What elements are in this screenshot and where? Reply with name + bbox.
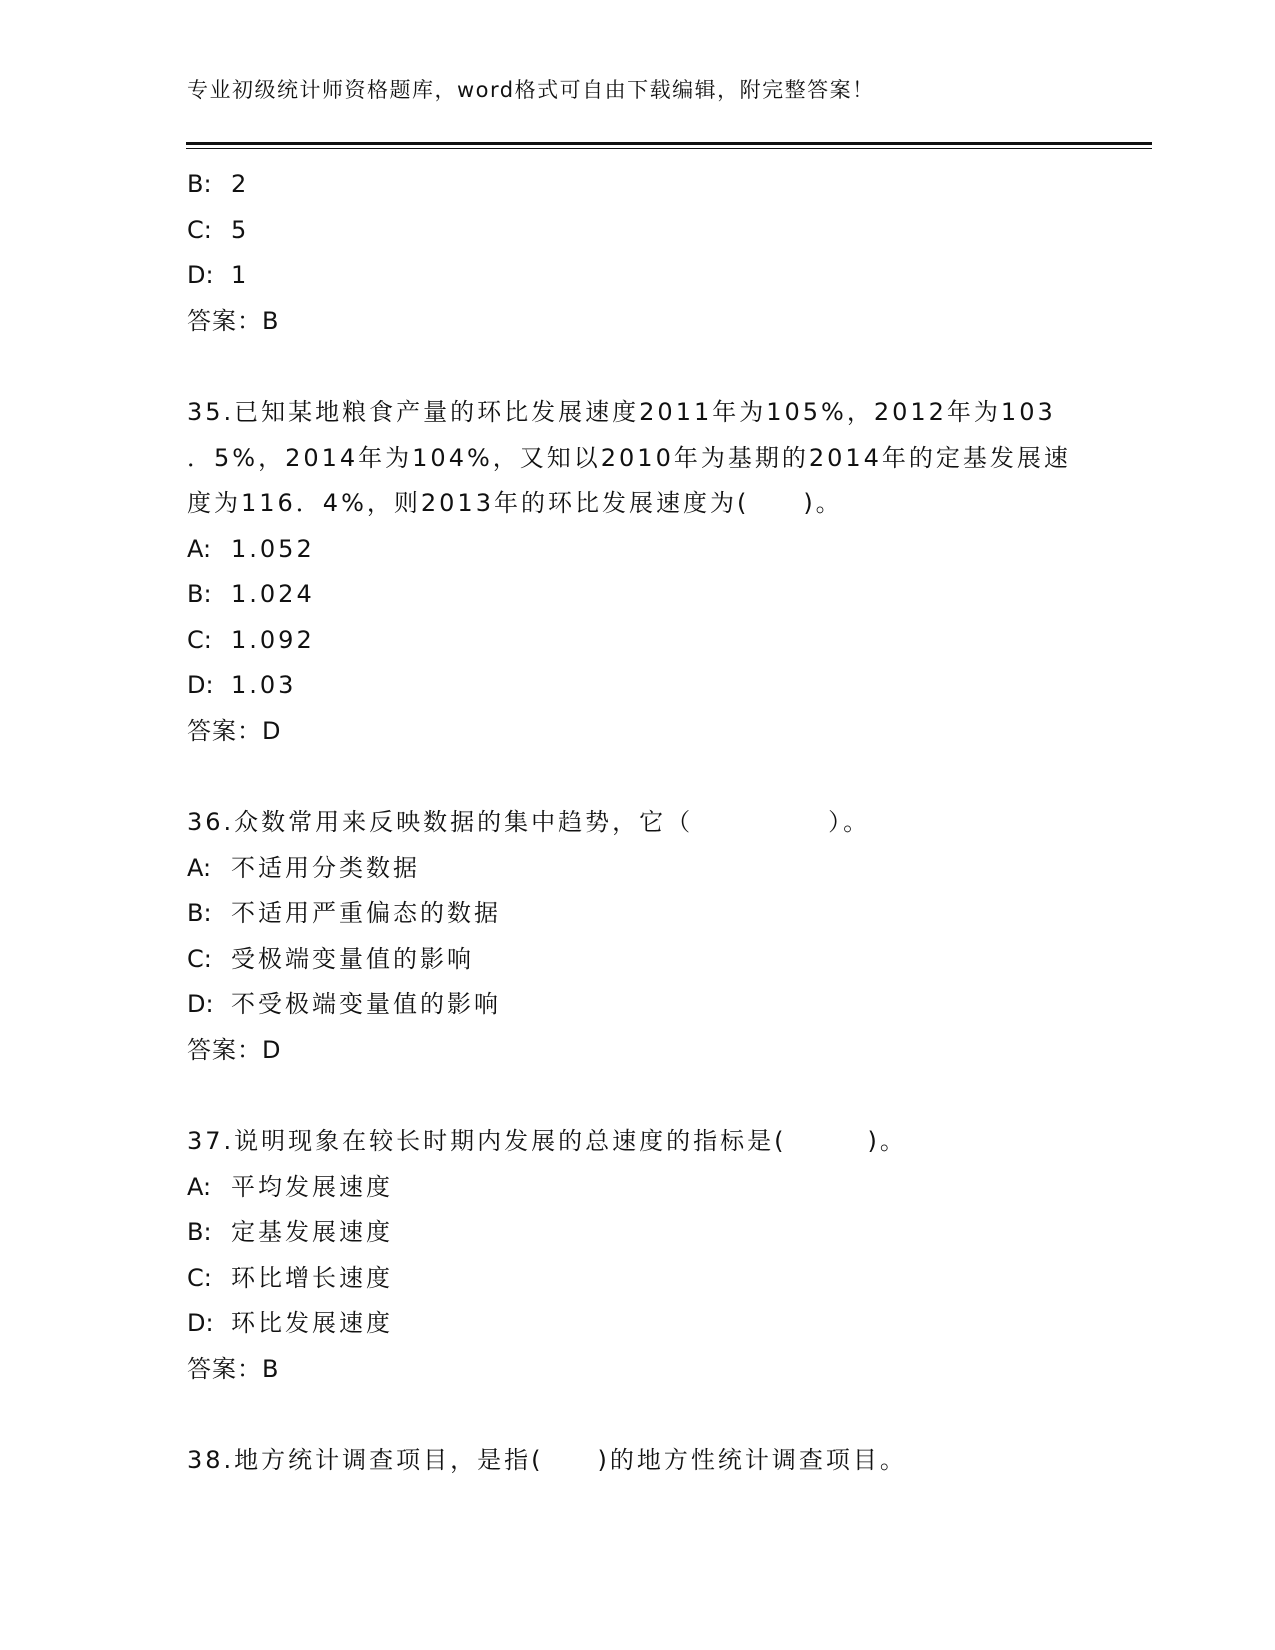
option-q34-d: D: 1 [187,261,250,289]
answer-q37: 答案：B [187,1354,280,1383]
question-38-line-1: 38.地方统计调查项目，是指( )的地方性统计调查项目。 [187,1446,907,1474]
option-q37-d: D: 环比发展速度 [187,1309,393,1337]
option-q36-c: C: 受极端变量值的影响 [187,944,474,973]
spacer [187,754,1152,800]
option-q35-a: A: 1.052 [187,534,315,563]
option-q34-c: C: 5 [187,215,250,244]
answer-q34: 答案：B [187,306,280,335]
option-q37-c: C: 环比增长速度 [187,1263,393,1292]
option-q34-b: B: 2 [187,170,250,198]
option-q37-a: A: 平均发展速度 [187,1172,393,1201]
option-q36-a: A: 不适用分类数据 [187,853,420,882]
page-header: 专业初级统计师资格题库，word格式可自由下载编辑，附完整答案！ [187,78,875,102]
option-q35-b: B: 1.024 [187,580,315,608]
question-35-line-2: ．5%，2014年为104%，又知以2010年为基期的2014年的定基发展速 [187,443,1071,472]
option-q36-d: D: 不受极端变量值的影响 [187,990,501,1018]
question-content [187,162,1152,1484]
header-rule-thick [186,142,1152,145]
question-35-line-1: 35.已知某地粮食产量的环比发展速度2011年为105%，2012年为103 [187,398,1056,426]
question-36-line-1: 36.众数常用来反映数据的集中趋势，它（ ）。 [187,808,871,836]
question-37-line-1: 37.说明现象在较长时期内发展的总速度的指标是( )。 [187,1127,907,1155]
spacer [187,1073,1152,1119]
header-rule-thin [186,148,1152,149]
answer-q36: 答案：D [187,1035,282,1064]
option-q37-b: B: 定基发展速度 [187,1218,393,1246]
spacer [187,344,1152,390]
option-q36-b: B: 不适用严重偏态的数据 [187,899,501,927]
answer-q35: 答案：D [187,716,282,745]
spacer [187,1392,1152,1438]
option-q35-c: C: 1.092 [187,625,315,654]
question-35-line-3: 度为116．4%，则2013年的环比发展速度为( )。 [187,489,843,517]
option-q35-d: D: 1.03 [187,671,297,699]
